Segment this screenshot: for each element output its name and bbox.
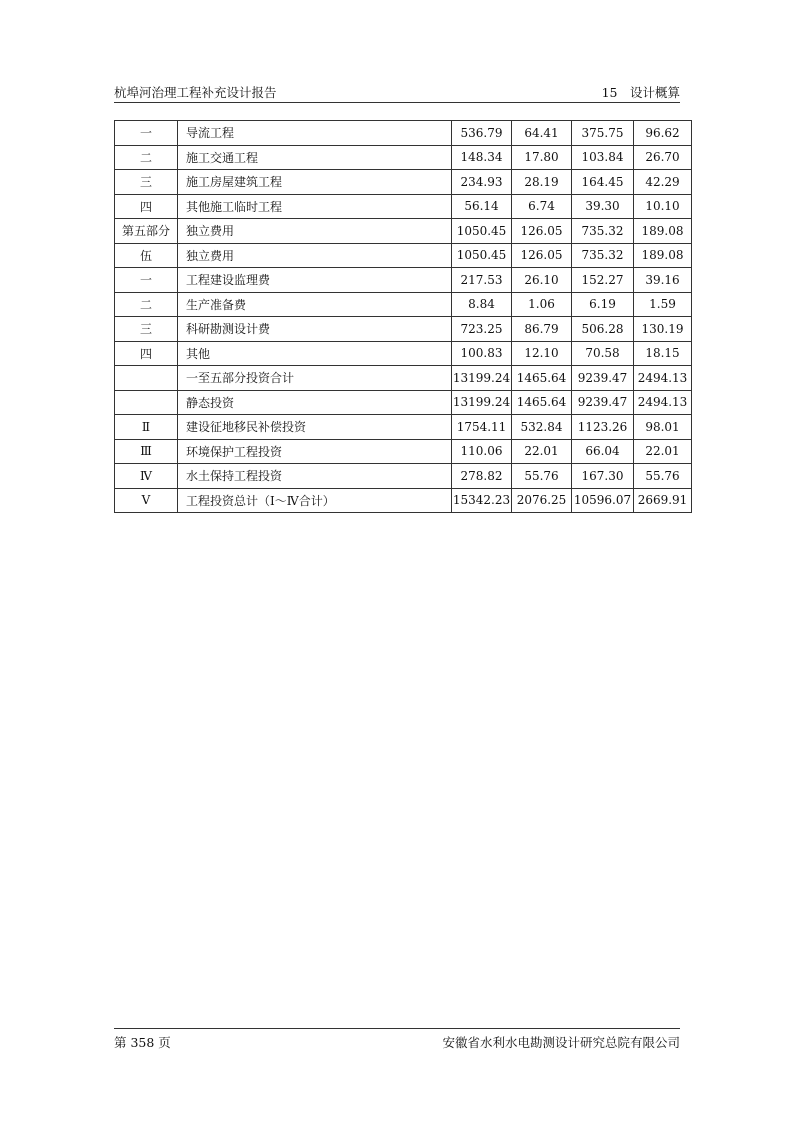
table-row (115, 145, 692, 170)
value-cell-2: 126.05 (512, 219, 572, 244)
value-cell-4: 39.16 (634, 268, 692, 293)
total-value-cell: 100.83 (452, 341, 512, 366)
value-cell-2: 1465.64 (512, 366, 572, 391)
table-row (115, 341, 692, 366)
value-cell-4: 98.01 (634, 415, 692, 440)
value-cell-4: 1.59 (634, 292, 692, 317)
item-name-cell: 建设征地移民补偿投资 (178, 415, 452, 440)
value-cell-3: 70.58 (572, 341, 634, 366)
row-number-cell: 三 (115, 317, 178, 342)
value-cell-3: 39.30 (572, 194, 634, 219)
table-row (115, 121, 692, 146)
total-value-cell: 15342.23 (452, 488, 512, 513)
value-cell-2: 55.76 (512, 464, 572, 489)
item-name-cell: 独立费用 (178, 243, 452, 268)
table-row (115, 390, 692, 415)
value-cell-3: 66.04 (572, 439, 634, 464)
row-number-cell: Ⅴ (115, 488, 178, 513)
row-number-cell: 四 (115, 194, 178, 219)
row-number-cell: Ⅳ (115, 464, 178, 489)
page-number: 第 358 页 (114, 1035, 171, 1050)
total-value-cell: 536.79 (452, 121, 512, 146)
table-row (115, 488, 692, 513)
total-value-cell: 217.53 (452, 268, 512, 293)
table-row (115, 366, 692, 391)
value-cell-3: 9239.47 (572, 390, 634, 415)
row-number-cell: 三 (115, 170, 178, 195)
report-title: 杭埠河治理工程补充设计报告 (114, 85, 277, 100)
table-row (115, 243, 692, 268)
item-name-cell: 一至五部分投资合计 (178, 366, 452, 391)
table-row (115, 415, 692, 440)
value-cell-2: 22.01 (512, 439, 572, 464)
value-cell-4: 55.76 (634, 464, 692, 489)
value-cell-3: 164.45 (572, 170, 634, 195)
total-value-cell: 13199.24 (452, 366, 512, 391)
table-row (115, 317, 692, 342)
item-name-cell: 工程投资总计（Ⅰ～Ⅳ合计） (178, 488, 452, 513)
total-value-cell: 1754.11 (452, 415, 512, 440)
value-cell-2: 532.84 (512, 415, 572, 440)
value-cell-3: 1123.26 (572, 415, 634, 440)
row-number-cell (115, 366, 178, 391)
value-cell-2: 86.79 (512, 317, 572, 342)
value-cell-4: 18.15 (634, 341, 692, 366)
value-cell-3: 103.84 (572, 145, 634, 170)
total-value-cell: 234.93 (452, 170, 512, 195)
value-cell-4: 96.62 (634, 121, 692, 146)
item-name-cell: 施工交通工程 (178, 145, 452, 170)
value-cell-4: 2494.13 (634, 366, 692, 391)
value-cell-3: 375.75 (572, 121, 634, 146)
value-cell-3: 9239.47 (572, 366, 634, 391)
total-value-cell: 8.84 (452, 292, 512, 317)
total-value-cell: 723.25 (452, 317, 512, 342)
total-value-cell: 110.06 (452, 439, 512, 464)
item-name-cell: 环境保护工程投资 (178, 439, 452, 464)
value-cell-4: 10.10 (634, 194, 692, 219)
item-name-cell: 生产准备费 (178, 292, 452, 317)
value-cell-3: 152.27 (572, 268, 634, 293)
total-value-cell: 278.82 (452, 464, 512, 489)
total-value-cell: 1050.45 (452, 219, 512, 244)
table-row (115, 219, 692, 244)
table-row (115, 292, 692, 317)
row-number-cell: 伍 (115, 243, 178, 268)
value-cell-3: 6.19 (572, 292, 634, 317)
row-number-cell: Ⅱ (115, 415, 178, 440)
value-cell-3: 735.32 (572, 243, 634, 268)
value-cell-2: 12.10 (512, 341, 572, 366)
total-value-cell: 13199.24 (452, 390, 512, 415)
page-footer (114, 1028, 680, 1051)
value-cell-3: 506.28 (572, 317, 634, 342)
item-name-cell: 其他施工临时工程 (178, 194, 452, 219)
value-cell-2: 26.10 (512, 268, 572, 293)
value-cell-4: 22.01 (634, 439, 692, 464)
row-number-cell: Ⅲ (115, 439, 178, 464)
table-row (115, 464, 692, 489)
item-name-cell: 水土保持工程投资 (178, 464, 452, 489)
value-cell-2: 126.05 (512, 243, 572, 268)
value-cell-4: 130.19 (634, 317, 692, 342)
value-cell-4: 42.29 (634, 170, 692, 195)
table-row (115, 439, 692, 464)
total-value-cell: 1050.45 (452, 243, 512, 268)
total-value-cell: 56.14 (452, 194, 512, 219)
value-cell-4: 189.08 (634, 243, 692, 268)
table-row (115, 170, 692, 195)
row-number-cell: 一 (115, 121, 178, 146)
value-cell-2: 2076.25 (512, 488, 572, 513)
value-cell-2: 1.06 (512, 292, 572, 317)
value-cell-4: 189.08 (634, 219, 692, 244)
value-cell-2: 64.41 (512, 121, 572, 146)
item-name-cell: 工程建设监理费 (178, 268, 452, 293)
value-cell-2: 6.74 (512, 194, 572, 219)
page-header (114, 80, 680, 103)
row-number-cell: 四 (115, 341, 178, 366)
row-number-cell: 二 (115, 145, 178, 170)
row-number-cell (115, 390, 178, 415)
value-cell-3: 167.30 (572, 464, 634, 489)
table-row (115, 194, 692, 219)
chapter-title: 15 设计概算 (601, 85, 680, 100)
item-name-cell: 科研勘测设计费 (178, 317, 452, 342)
item-name-cell: 其他 (178, 341, 452, 366)
row-number-cell: 二 (115, 292, 178, 317)
item-name-cell: 独立费用 (178, 219, 452, 244)
item-name-cell: 静态投资 (178, 390, 452, 415)
organization-name: 安徽省水利水电勘测设计研究总院有限公司 (442, 1035, 680, 1050)
value-cell-3: 10596.07 (572, 488, 634, 513)
item-name-cell: 施工房屋建筑工程 (178, 170, 452, 195)
row-number-cell: 第五部分 (115, 219, 178, 244)
value-cell-4: 26.70 (634, 145, 692, 170)
table-row (115, 268, 692, 293)
item-name-cell: 导流工程 (178, 121, 452, 146)
row-number-cell: 一 (115, 268, 178, 293)
budget-table (114, 120, 692, 513)
value-cell-4: 2669.91 (634, 488, 692, 513)
value-cell-4: 2494.13 (634, 390, 692, 415)
total-value-cell: 148.34 (452, 145, 512, 170)
value-cell-3: 735.32 (572, 219, 634, 244)
value-cell-2: 28.19 (512, 170, 572, 195)
value-cell-2: 17.80 (512, 145, 572, 170)
value-cell-2: 1465.64 (512, 390, 572, 415)
